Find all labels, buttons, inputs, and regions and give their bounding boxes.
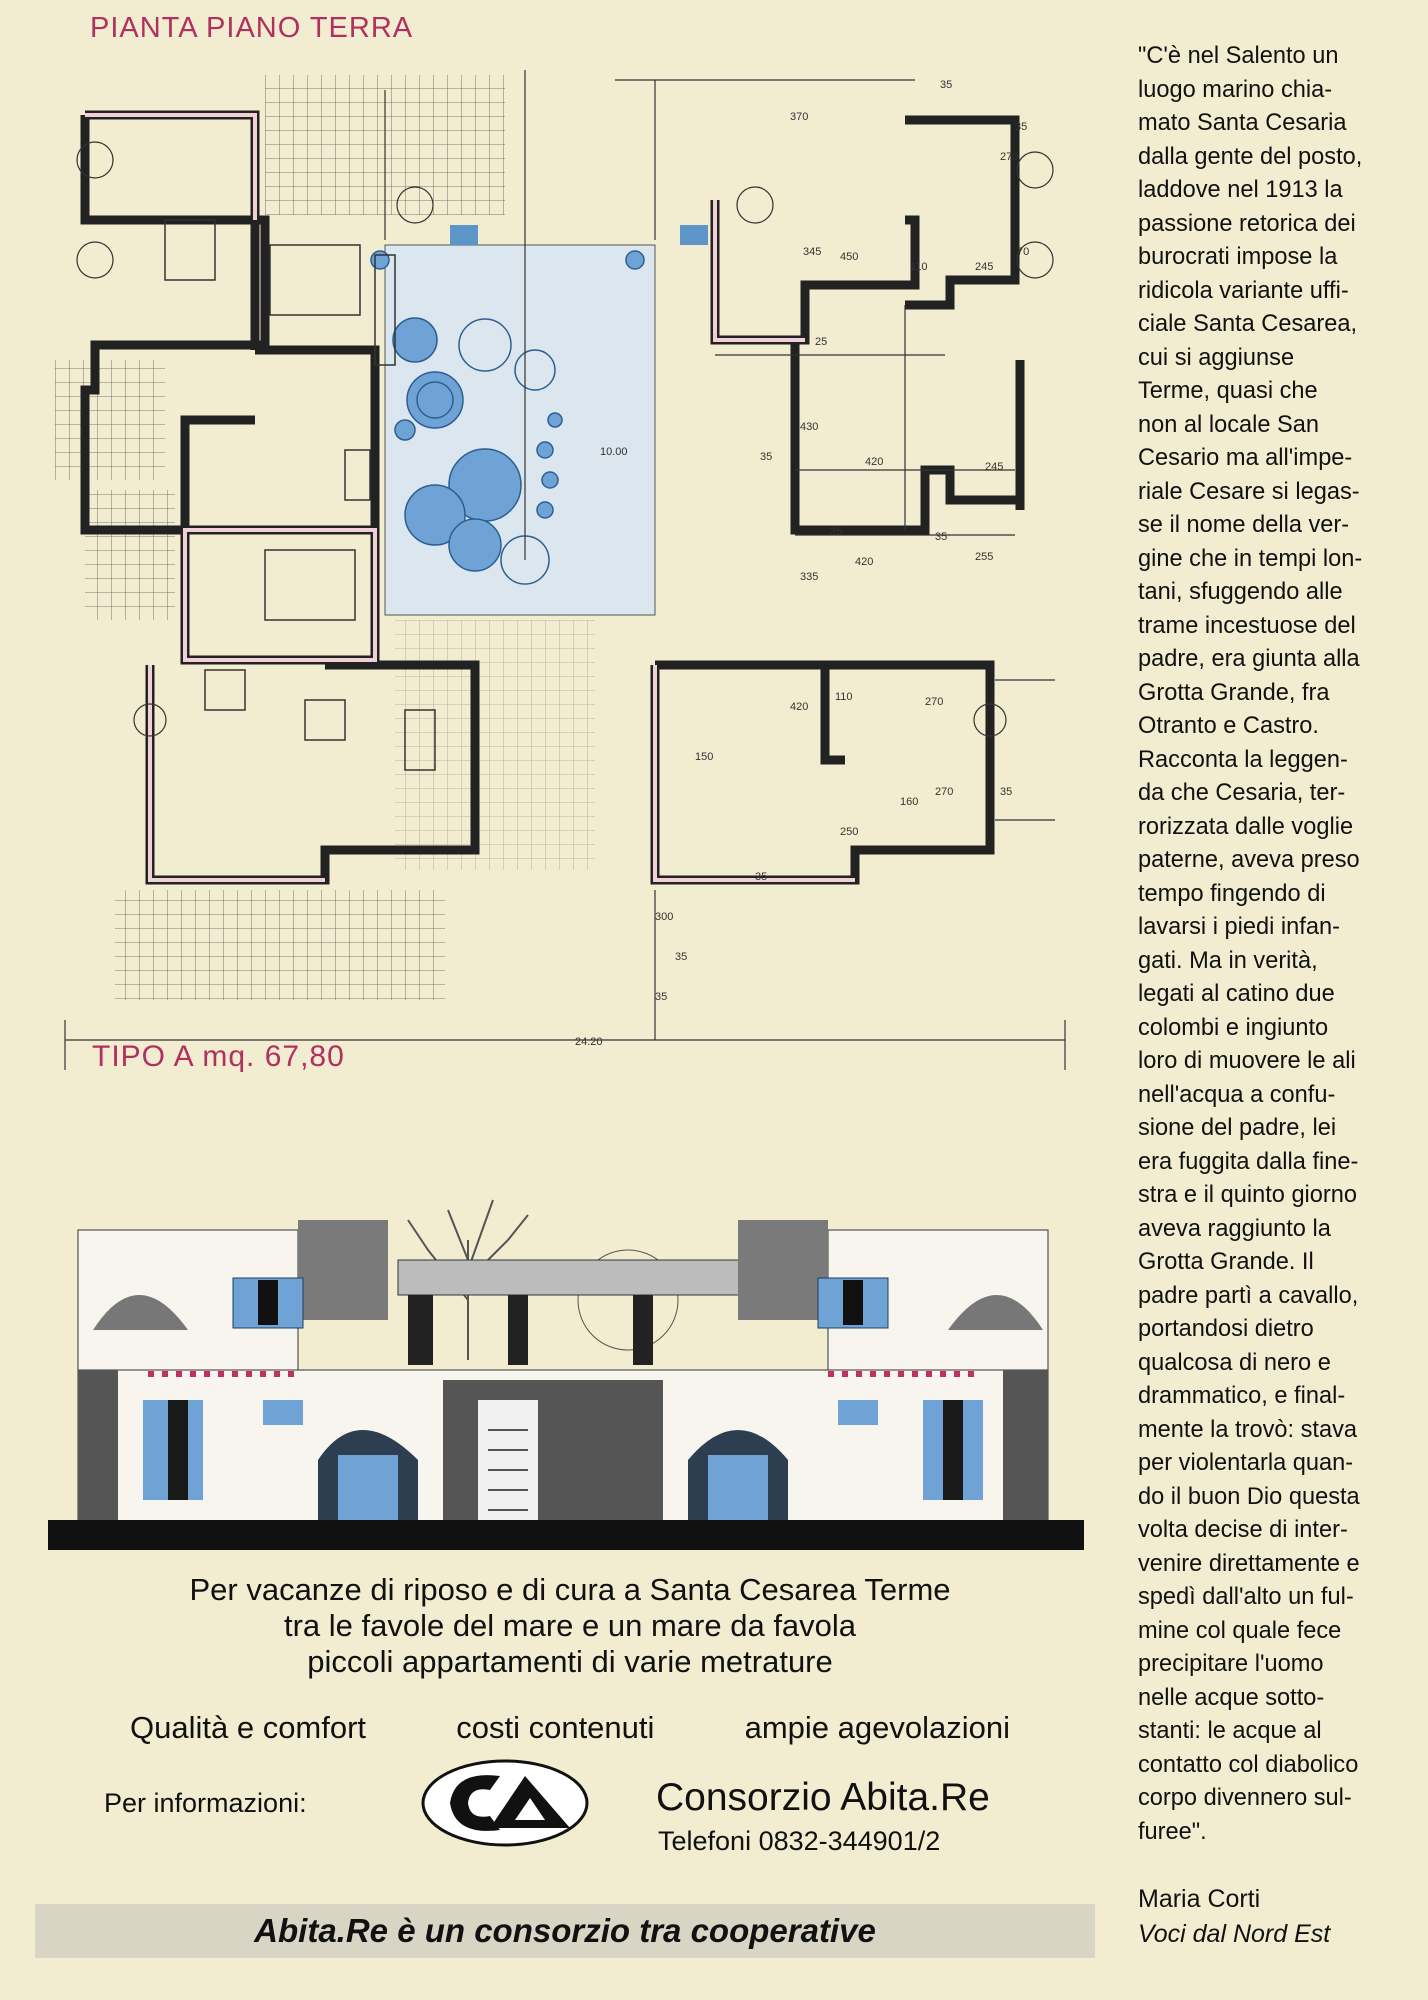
quote-line: volta decise di inter- (1138, 1517, 1348, 1543)
quote-line: mato Santa Cesaria (1138, 110, 1347, 136)
quote-line: padre partì a cavallo, (1138, 1282, 1359, 1309)
dimension-label: 270 (1000, 151, 1019, 163)
dimension-label: 150 (695, 751, 714, 763)
quote-line: Grotta Grande, fra (1138, 679, 1330, 706)
quote-line: aveva raggiunto la (1138, 1215, 1331, 1242)
quote-line: nelle acque sotto- (1138, 1684, 1325, 1711)
quote-line: lavarsi i piedi infan- (1138, 914, 1340, 940)
quote-line: riale Cesare si legas- (1138, 478, 1360, 505)
tagline-line-1: Per vacanze di riposo e di cura a Santa Cesarea Terme (189, 1572, 951, 1607)
quote-line: ciale Santa Cesarea, (1138, 311, 1358, 337)
quote-line: luogo marino chia- (1138, 76, 1333, 103)
quote-line: Cesario ma all'impe- (1138, 445, 1353, 471)
dimension-label: 35 (940, 79, 953, 91)
footer-text: Abita.Re è un consorzio tra cooperative (254, 1912, 876, 1949)
dimension-label: 25 (830, 526, 843, 538)
quote-line: gati. Ma in verità, (1138, 947, 1318, 974)
dimension-label: 110 (910, 261, 928, 273)
dimension-label: 35 (655, 991, 668, 1003)
quote-source: Voci dal Nord Est (1138, 1920, 1331, 1948)
plan-title: PIANTA PIANO TERRA (90, 12, 414, 44)
company-logo (420, 1758, 590, 1848)
dimension-label: 250 (840, 826, 859, 838)
quote-line: spedì dall'alto un ful- (1138, 1584, 1354, 1610)
quote-line: dalla gente del posto, (1138, 143, 1363, 170)
elevation-drawing (48, 1100, 1084, 1550)
quote-column (1138, 40, 1418, 1849)
quote-line: Otranto e Castro. (1138, 713, 1319, 739)
type-label: TIPO A mq. 67,80 (92, 1040, 345, 1073)
quote-line: cui si aggiunse (1138, 344, 1295, 371)
company-name: Consorzio Abita.Re (656, 1776, 990, 1819)
quote-line: laddove nel 1913 la (1138, 177, 1343, 203)
quote-line: venire direttamente e (1138, 1550, 1360, 1577)
quote-line: precipitare l'uomo (1138, 1651, 1324, 1677)
dimension-label: 270 (925, 696, 944, 708)
dimension-label: 35 (675, 951, 688, 963)
dimension-label: 420 (855, 556, 874, 568)
dimension-label: 300 (655, 911, 674, 923)
dimension-label: 35 (935, 531, 948, 543)
dimension-label: 345 (803, 246, 822, 258)
quote-line: contatto col diabolico (1138, 1751, 1359, 1778)
dimension-label: 430 (800, 421, 819, 433)
dimension-label: 35 (755, 871, 768, 883)
footer-banner (35, 1904, 1095, 1958)
dimension-label: 255 (975, 551, 994, 563)
quote-line: Terme, quasi che (1138, 378, 1318, 404)
quote-line: loro di muovere le ali (1138, 1048, 1356, 1074)
quote-line: drammatico, e final- (1138, 1383, 1346, 1409)
dimension-label: 35 (760, 451, 773, 463)
info-label: Per informazioni: (104, 1788, 307, 1818)
quote-line: portandosi dietro (1138, 1316, 1314, 1342)
quote-line: do il buon Dio questa (1138, 1483, 1360, 1510)
dimension-label: 420 (790, 701, 809, 713)
benefit-costs: costi contenuti (456, 1710, 655, 1745)
quote-line: tempo fingendo di (1138, 880, 1326, 907)
quote-line: paterne, aveva preso (1138, 847, 1360, 873)
dimension-label: 160 (900, 796, 919, 808)
quote-line: sione del padre, lei (1138, 1115, 1337, 1141)
quote-line: stanti: le acque al (1138, 1718, 1322, 1744)
dimension-label: 25 (815, 336, 828, 348)
quote-line: mente la trovò: stava (1138, 1416, 1358, 1443)
tagline-line-3: piccoli appartamenti di varie metrature (307, 1644, 833, 1679)
dimension-label: 245 (975, 261, 994, 273)
dimension-label: 10.00 (600, 446, 628, 458)
dimension-label: 335 (800, 571, 819, 583)
quote-line: nell'acqua a confu- (1138, 1081, 1336, 1108)
dimension-label: 450 (840, 251, 859, 263)
quote-line: "C'è nel Salento un (1138, 43, 1339, 69)
quote-line: gine che in tempi lon- (1138, 545, 1363, 572)
dimension-label: 370 (790, 111, 809, 123)
quote-line: furee". (1138, 1818, 1207, 1845)
benefits-row (130, 1710, 1010, 1746)
quote-line: Grotta Grande. Il (1138, 1249, 1314, 1275)
dimension-label: 245 (985, 461, 1004, 473)
quote-line: rorizzata dalle voglie (1138, 813, 1354, 840)
benefit-facilities: ampie agevolazioni (744, 1710, 1010, 1745)
quote-line: trame incestuose del (1138, 612, 1356, 639)
quote-line: padre, era giunta alla (1138, 646, 1360, 672)
quote-line: se il nome della ver- (1138, 512, 1350, 538)
quote-line: passione retorica dei (1138, 210, 1356, 237)
quote-line: legati al catino due (1138, 981, 1335, 1007)
floor-plan-drawing (55, 60, 1085, 1070)
quote-line: da che Cesaria, ter- (1138, 780, 1346, 806)
quote-line: mine col quale fece (1138, 1617, 1342, 1644)
quote-line: corpo divennero sul- (1138, 1785, 1352, 1811)
quote-line: ridicola variante uffi- (1138, 277, 1349, 304)
quote-line: burocrati impose la (1138, 244, 1338, 270)
quote-line: tani, sfuggendo alle (1138, 579, 1343, 605)
dimension-label: 270 (935, 786, 954, 798)
dimension-label: 24.20 (575, 1036, 603, 1048)
dimension-label: 110 (835, 691, 853, 703)
quote-line: non al locale San (1138, 411, 1320, 438)
quote-line: qualcosa di nero e (1138, 1349, 1331, 1376)
dimension-label: 420 (865, 456, 884, 468)
quote-author: Maria Corti (1138, 1885, 1261, 1913)
dimension-label: 70 (1017, 246, 1030, 258)
quote-line: era fuggita dalla fine- (1138, 1148, 1359, 1175)
company-phone: Telefoni 0832-344901/2 (658, 1826, 941, 1856)
quote-line: Racconta la leggen- (1138, 746, 1348, 773)
quote-line: per violentarla quan- (1138, 1450, 1354, 1476)
quote-line: colombi e ingiunto (1138, 1014, 1329, 1041)
dimension-label: 35 (1000, 786, 1013, 798)
benefit-quality: Qualità e comfort (130, 1710, 367, 1745)
quote-line: stra e il quinto giorno (1138, 1182, 1358, 1208)
dimension-label: 35 (1015, 121, 1028, 133)
tagline-line-2: tra le favole del mare e un mare da favola (283, 1608, 857, 1643)
